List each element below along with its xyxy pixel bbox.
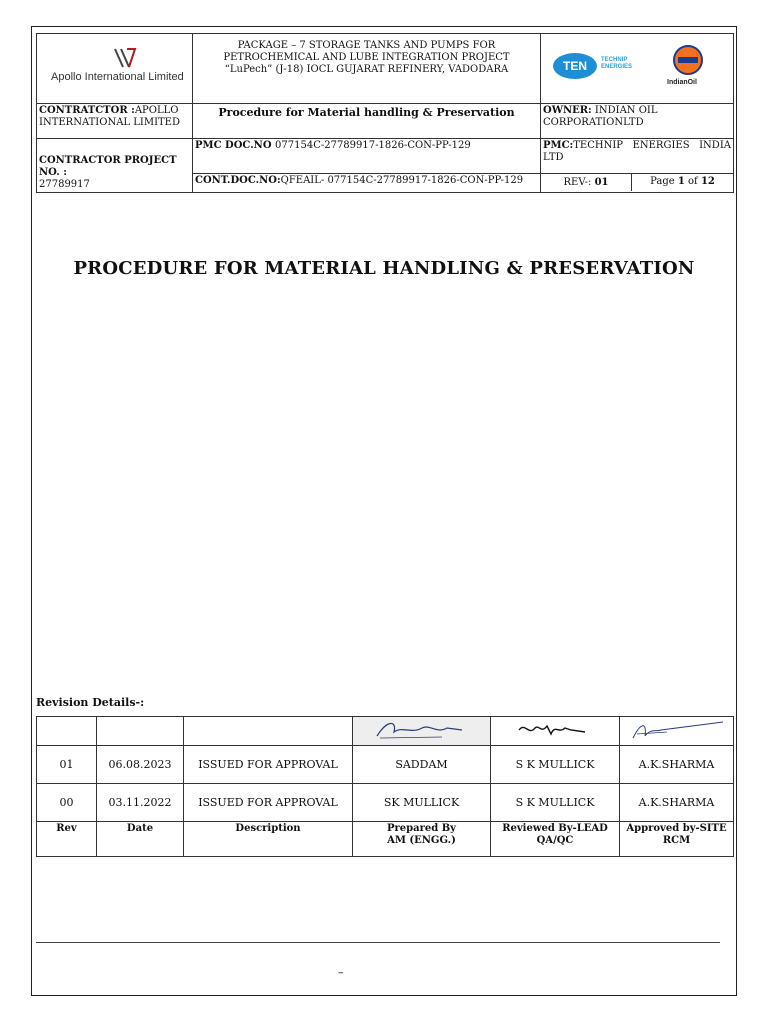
rev-cell: 00: [37, 784, 97, 822]
indianoil-logo-icon: [673, 45, 703, 75]
project-line-1: PACKAGE – 7 STORAGE TANKS AND PUMPS FOR: [237, 40, 496, 51]
approved-header-line-2: RCM: [662, 835, 691, 846]
cont-doc-label: CONT.DOC.NO:: [195, 174, 281, 186]
page-total: 12: [700, 176, 715, 188]
contractor-value: APOLLO INTERNATIONAL LIMITED: [39, 105, 181, 128]
signature-row: [37, 717, 734, 746]
approved-signature: [620, 717, 734, 746]
reviewed-header-line-2: QA/QC: [536, 835, 574, 846]
technip-logo-text: [601, 57, 632, 71]
footer-dash: –: [338, 966, 344, 979]
sig-empty-cell: [97, 717, 184, 746]
sig-empty-cell: [37, 717, 97, 746]
approved-signature-image: [627, 718, 727, 742]
apollo-logo-text: Apollo International Limited: [51, 71, 184, 83]
rev-value: 01: [594, 176, 609, 188]
reviewed-header-line-1: Reviewed By-LEAD: [502, 823, 608, 834]
contractor-project-cell: [37, 139, 193, 193]
page-current: 1: [677, 176, 685, 188]
revision-details-label: Revision Details-:: [36, 696, 145, 709]
page-indicator: [632, 176, 733, 188]
reviewed-cell: S K MULLICK: [491, 746, 620, 784]
col-date-header: Date: [97, 822, 184, 857]
revision-row: [37, 784, 734, 822]
rev-indicator: [541, 174, 632, 191]
revision-table: [36, 716, 734, 857]
contractor-project-value: 27789917: [39, 179, 90, 190]
prepared-signature-image: [372, 718, 472, 742]
owner-label: OWNER:: [543, 105, 592, 116]
contractor-project-label: CONTRACTOR PROJECT NO. :: [39, 155, 177, 178]
client-logos-cell: [541, 34, 734, 104]
owner-value: INDIAN OIL CORPORATIONLTD: [543, 105, 658, 128]
description-cell: ISSUED FOR APPROVAL: [184, 784, 353, 822]
date-cell: 06.08.2023: [97, 746, 184, 784]
col-description-header: Description: [184, 822, 353, 857]
technip-line-1: TECHNIP: [601, 57, 628, 63]
ten-logo-icon: TEN: [553, 53, 597, 79]
document-header-table: [36, 33, 734, 193]
project-line-2: PETROCHEMICAL AND LUBE INTEGRATION PROJECT: [223, 52, 510, 63]
pmc-label: PMC:: [543, 140, 574, 151]
technip-line-2: ENERGIES: [601, 64, 633, 70]
prepared-cell: SADDAM: [353, 746, 491, 784]
reviewed-signature: [491, 717, 620, 746]
col-prepared-header: [353, 822, 491, 857]
date-cell: 03.11.2022: [97, 784, 184, 822]
contractor-cell: [37, 104, 193, 139]
apollo-logo-cell: [37, 34, 193, 104]
reviewed-signature-image: [515, 720, 595, 740]
apollo-logo-icon: [109, 47, 145, 69]
approved-header-line-1: Approved by-SITE: [626, 823, 727, 834]
rev-cell: 01: [37, 746, 97, 784]
page-of: of: [684, 176, 701, 188]
rev-page-cell: [541, 173, 734, 192]
col-reviewed-header: [491, 822, 620, 857]
footer-divider: [36, 942, 720, 943]
rev-label: REV-:: [563, 176, 595, 188]
cont-doc-cell: [193, 173, 541, 192]
pmc-doc-label: PMC DOC.NO: [195, 140, 276, 151]
col-approved-header: [620, 822, 734, 857]
prepared-header-line-2: AM (ENGG.): [387, 835, 456, 846]
pmc-value: TECHNIP ENERGIES INDIA LTD: [543, 140, 731, 163]
document-title: PROCEDURE FOR MATERIAL HANDLING & PRESERVATION: [73, 258, 695, 279]
col-rev-header: Rev: [37, 822, 97, 857]
pmc-doc-value: 077154C-27789917-1826-CON-PP-129: [275, 140, 471, 151]
revision-header-row: [37, 822, 734, 857]
approved-cell: A.K.SHARMA: [620, 784, 734, 822]
project-title-cell: [193, 34, 541, 104]
revision-row: [37, 746, 734, 784]
cont-doc-value: QFEAIL- 077154C-27789917-1826-CON-PP-129: [280, 174, 524, 186]
indianoil-logo-text: IndianOil: [667, 79, 697, 86]
contractor-label: CONTRATCTOR :: [39, 105, 135, 116]
project-line-3: “LuPech” (J-18) IOCL GUJARAT REFINERY, VADODARA: [224, 64, 509, 75]
prepared-signature: [353, 717, 491, 746]
reviewed-cell: S K MULLICK: [491, 784, 620, 822]
sig-empty-cell: [184, 717, 353, 746]
description-cell: ISSUED FOR APPROVAL: [184, 746, 353, 784]
procedure-title: Procedure for Material handling & Preservation: [193, 104, 541, 139]
pmc-cell: [541, 139, 734, 174]
approved-cell: A.K.SHARMA: [620, 746, 734, 784]
prepared-header-line-1: Prepared By: [387, 823, 456, 834]
pmc-doc-cell: [193, 139, 541, 174]
owner-cell: [541, 104, 734, 139]
prepared-cell: SK MULLICK: [353, 784, 491, 822]
page-prefix: Page: [650, 176, 678, 188]
